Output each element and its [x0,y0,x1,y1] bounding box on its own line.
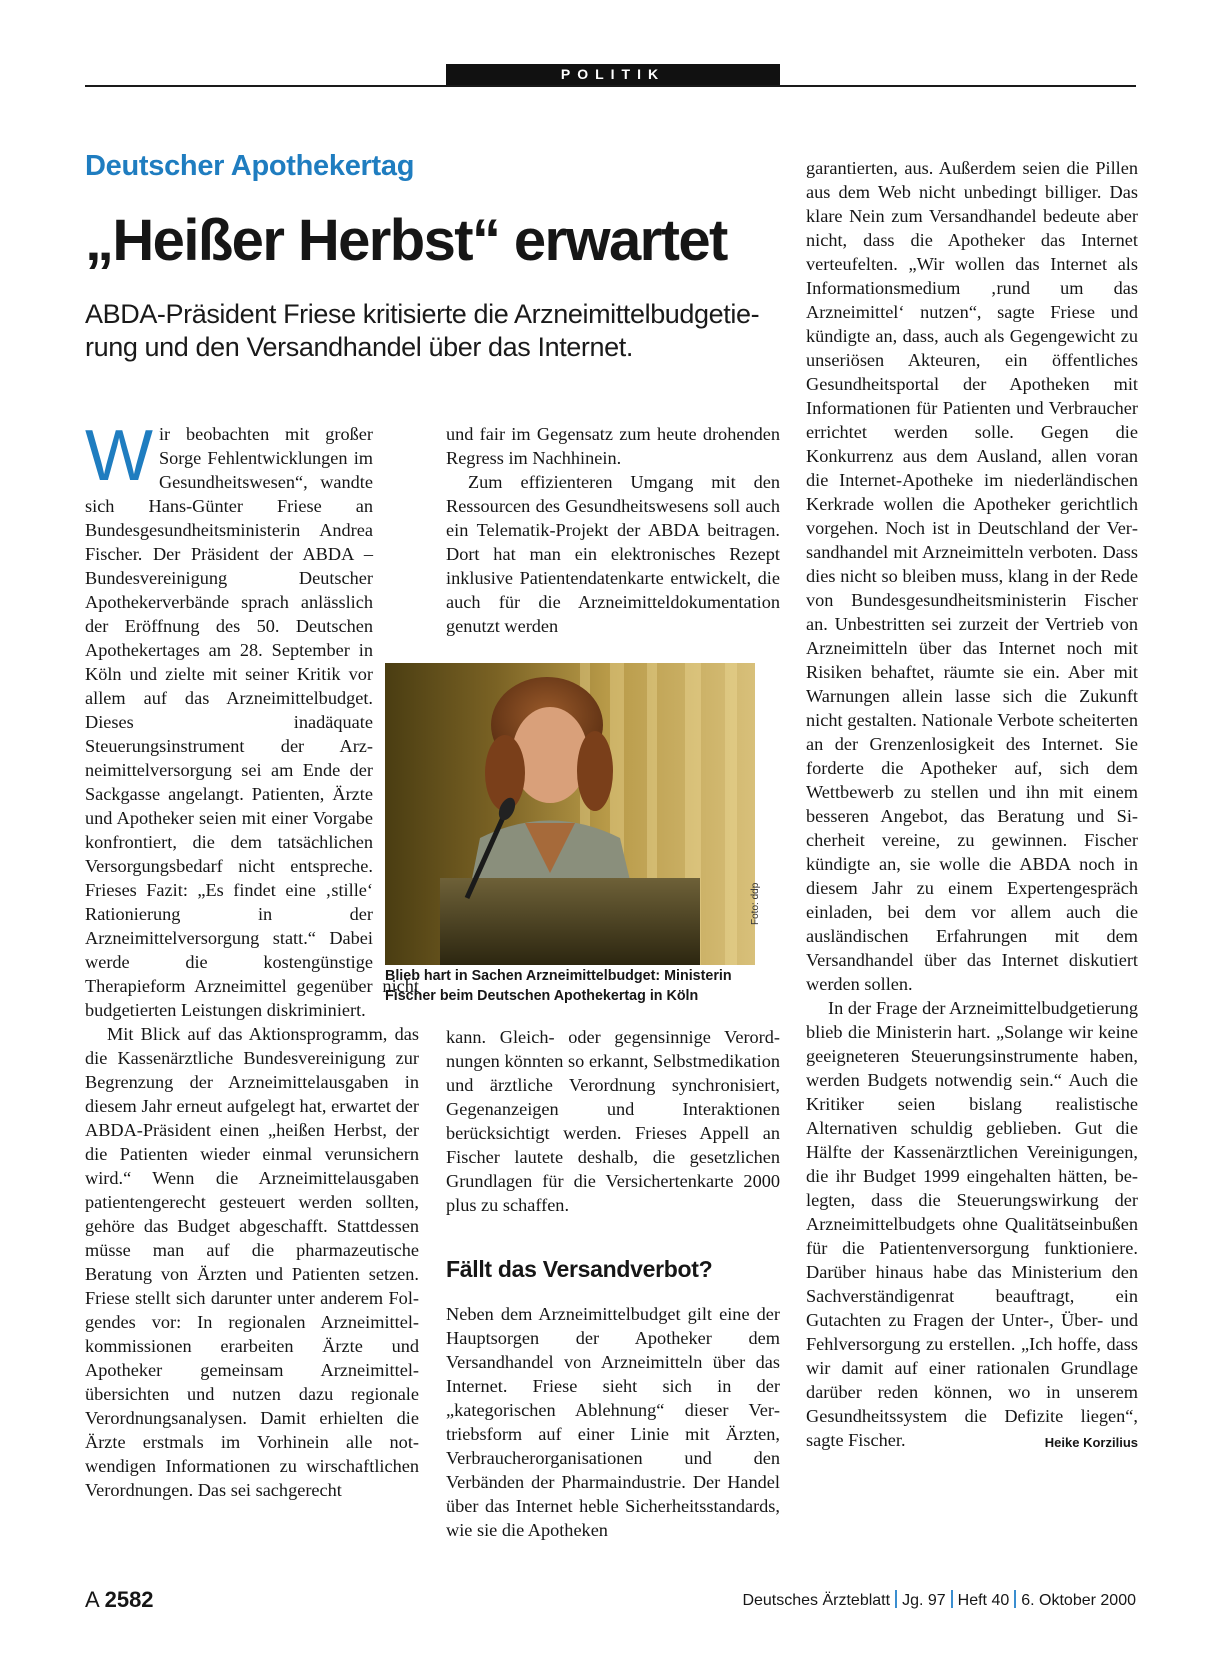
journal-date: 6. Oktober 2000 [1021,1592,1136,1609]
drop-cap: W [85,416,153,496]
journal-issue: Heft 40 [957,1592,1010,1609]
col3-paragraph-2-text: In der Frage der Arzneimittelbudgetierung blieb die Ministerin hart. „Solange wir keine geeigneteren Steuerungsinstrumente haben, werden Budgets notwendig sein.“ Auch die Kritiker seien bislang realistische Alternativen schuldig geblieben. Gut die Hälfte der Kassenärztlichen Vereinigungen, die ihr Budget 1999 eingehalten hätten, belegten, dass die Steuerungswirkung der Arzneimittelbudgets ohne Qualitätseinbußen für die Patientenversorgung funktioniere. Darüber hinaus habe das Ministerium den Sachverständigenrat beauftragt, ein Gutachten zu Fragen der Unter-, Über- und Fehlversorgung zu erstellen. „Ich hoffe, dass wir damit auf einer rationalen Grundlage darüber reden können, wo in unserem Gesundheitssystem die Defizite liegen“, sagte Fischer. [806,998,1138,1450]
col2-paragraph-3: kann. Gleich- oder gegensinnige Verordnungen könnten so erkannt, Selbstmedikation und ärztliche Verordnung synchronisiert, Gegenanzeigen und Interaktionen berücksichtigt werden. Frieses Appell an Fischer lautete deshalb, die gesetzlichen Grundlagen für die Versichertenkarte 2000 plus zu schaffen. [446,1027,780,1215]
article-kicker: Deutscher Apothekertag [85,150,415,182]
journal-name: Deutsches Ärzteblatt [742,1592,891,1609]
page-number-value: 2582 [104,1587,154,1612]
col3-paragraph-2 [806,996,1138,1452]
col2-paragraph-2: Zum effizienteren Umgang mit den Ressourcen des Gesundheitswesens soll auch ein Telematik-Projekt der ABDA beitragen. Dort hat man ein elektronisches Rezept inklusive Patientendatenkarte entwickelt, die auch für die Arzneimitteldokumentation genutzt werden [446,472,780,636]
footer-separator [1014,1590,1016,1608]
col2-paragraph-1: und fair im Gegensatz zum heute drohenden Regress im Nachhinein. [446,424,780,468]
col3-paragraph-1: garantierten, aus. Außerdem seien die Pillen aus dem Web nicht unbedingt billiger. Das klare Nein zum Versandhandel bedeute aber nicht, dass die Apotheker das Internet verteufelten. „Wir wollen das Internet als Informationsmedium ‚rund um das Arzneimittel‘ nutzen“, sagte Friese und kündigte an, dass, auch als Gegengewicht zu unseriösen Akteuren, ein öffentliches Gesundheitsportal der Apotheken mit Informationen für Patienten und Verbraucher errichtet werden solle. Gegen die Konkurrenz aus dem Ausland, allen voran die Internet-Apotheke im niederländischen Kerkrade wollen die Apotheker gerichtlich vorgehen. Noch ist in Deutschland der Versandhandel mit Arzneimitteln verboten. Dass dies nicht so bleiben muss, klang in der Rede von Bundesgesundheitsministerin Fischer an. Unbestritten sei zurzeit der Vertrieb von Arzneimitteln über das Internet noch mit Risiken behaftet, räumte sie ein. Aber mit Warnungen allein lasse sich die Zukunft nicht gestalten. Nationale Verbote scheiterten an der Grenzenlosigkeit des Internet. Sie forderte die Apotheker auf, sich dem Wettbewerb zu stellen und ihn mit einem besseren Angebot, das Beratung und Sicherheit vereine, zu gewinnen. Fischer kündigte an, sie wolle die ABDA noch in diesem Jahr zu einem Expertengespräch einladen, bei dem vor allem auch die ausländischen Erfahrungen mit dem Versandhandel über das Internet diskutiert werden sollen. [806,158,1138,994]
journal-footer [742,1590,1136,1610]
photo-credit: Foto: ddp [750,882,761,925]
column-3 [806,156,1138,1455]
column-2-bottom [446,1025,780,1217]
journal-volume: Jg. 97 [902,1592,946,1609]
top-rule [85,85,1136,87]
footer-separator [951,1590,953,1608]
subheading: Fällt das Versandverbot? [446,1256,713,1282]
article-photo [385,663,755,965]
section-label: POLITIK [446,64,780,85]
col1-paragraph-1 [85,416,419,1022]
author-byline: Heike Korzilius [1044,1435,1138,1450]
column-2-top [446,422,780,638]
col1-paragraph-1-text: ir beobachten mit großer Sorge Fehlentwicklungen im Gesundheitswesen“, wandte sich Hans-Günter Friese an Bundesgesundheitsministerin Andrea Fischer. Der Präsident der ABDA – Bundesvereinigung Deutscher Apothekerverbände sprach anlässlich der Eröffnung des 50. Deutschen Apothekertages am 28. September in Köln und zielte mit seiner Kritik vor allem auf das Arzneimittelbudget. Dieses inadäquate Steuerungsinstrument der Arzneimittelversorgung sei am Ende der Sackgasse angelangt. Patienten, Ärzte und Apotheker seien mit einer Vorgabe konfrontiert, die dem tatsächlichen Versorgungsbedarf nicht entspreche. Frieses Fazit: „Es findet eine ‚stille‘ Rationierung in der Arzneimittelversorgung statt.“ Dabei werde die kostengünstige Therapieform Arzneimittel gegenüber nicht budgetierten Leistungen diskriminiert. [85,424,419,1020]
column-1 [85,416,419,1502]
photo-minister-at-podium [385,663,755,965]
article-headline: „Heißer Herbst“ erwartet [85,208,727,273]
col1-paragraph-2: Mit Blick auf das Aktionsprogramm, das die Kassenärztliche Bundesvereinigung zur Begrenzung der Arzneimittelausgaben in diesem Jahr erneut aufgelegt hat, erwartet der ABDA-Präsident einen „heißen Herbst, der die Patienten wieder einmal verunsichern wird.“ Wenn die Arzneimittelausgaben patientengerecht gesteuert werden sollten, gehöre das Budget abgeschafft. Stattdessen müsse man auf die pharmazeutische Beratung von Ärzten und Patienten setzen. Friese stellt sich darunter unter anderem Folgendes vor: In regionalen Arzneimittelkommissionen erarbeiten Ärzte und Apotheker gemeinsam Arzneimittelübersichten und nutzen dazu regionale Verordnungsanalysen. Damit erhielten die Ärzte erstmals im Vorhinein alle notwendigen Informationen zu wirschaftlichen Verordnungen. Das sei sachgerecht [85,1024,419,1500]
column-2-lower [446,1302,780,1542]
photo-caption: Blieb hart in Sachen Arzneimittelbudget: Ministerin Fischer beim Deutschen Apothekertag in Köln [385,968,732,1004]
article-deck: ABDA-Präsident Friese kritisierte die Arzneimittelbudgetierung und den Versandhandel über das Internet. [85,299,760,362]
col2-paragraph-4: Neben dem Arzneimittelbudget gilt eine der Hauptsorgen der Apotheker dem Versandhandel von Arzneimitteln über das Internet. Friese sieht sich in der „kategorischen Ablehnung“ dieser Vertriebsform auf einer Linie mit Ärzten, Verbraucherorganisationen und den Verbänden der Pharmaindustrie. Der Handel über das Internet heble Sicherheitsstandards, wie sie die Apotheken [446,1304,780,1540]
footer-separator [895,1590,897,1608]
page-prefix: A [85,1587,99,1612]
page-number [85,1587,154,1613]
